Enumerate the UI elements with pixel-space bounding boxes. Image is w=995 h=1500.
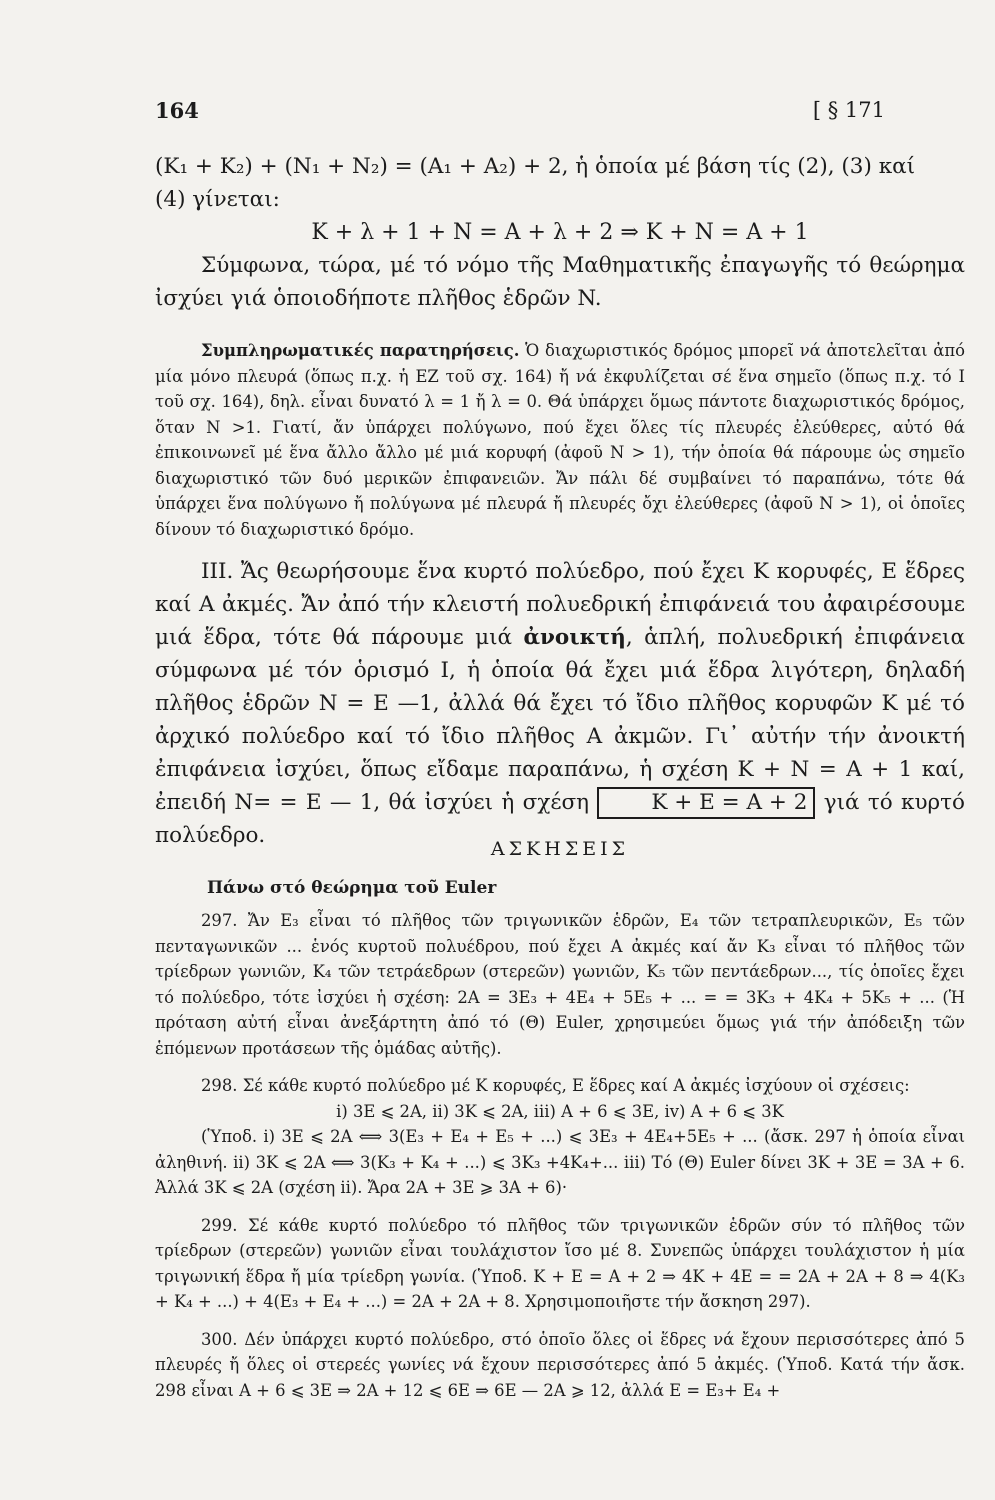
- page-number: 164: [155, 98, 199, 123]
- part-three-end: γιά τό κυρτό πολύεδρο.: [155, 790, 965, 848]
- exercise-298-hint: (Ὑποδ. i) 3E ⩽ 2A ⟺ 3(E₃ + E₄ + E₅ + ...) ⩽ 3E₃ + 4E₄+5E₅ + ... (ἄσκ. 297 ἡ ὁποία εἶναι ἀληθινή. ii) 3K ⩽ 2A ⟺ 3(K₃ + K₄ + ...) ⩽ 3K₃ +4K₄+... iii) Τό (Θ) Euler δίνει 3K + 3E = 3A + 6. Ἀλλά 3K ⩽ 2A (σχέση ii). Ἄρα 2A + 3E ⩾ 3A + 6)·: [155, 1127, 965, 1197]
- section-reference: [ § 171: [812, 98, 885, 122]
- exercise-298-relations: i) 3E ⩽ 2A, ii) 3K ⩽ 2A, iii) A + 6 ⩽ 3E, iv) A + 6 ⩽ 3K: [336, 1101, 784, 1121]
- exercises-section: [155, 838, 965, 1403]
- part-three: [155, 555, 965, 852]
- boxed-euler-formula: K + E = A + 2: [597, 787, 815, 819]
- supplementary-remarks: [155, 338, 965, 542]
- exercise-299: 299. Σέ κάθε κυρτό πολύεδρο τό πλῆθος τῶν τριγωνικῶν ἑδρῶν σύν τό πλῆθος τῶν τρίεδρων (στερεῶν) γωνιῶν εἶναι τουλάχιστον ἴσο μέ 8. Συνεπῶς ὑπάρχει τουλάχιστον ἡ μία τριγωνική ἕδρα ἤ μία τρίεδρη γωνία. (Ὑποδ. K + E = A + 2 ⇒ 4K + 4E = = 2A + 2A + 8 ⇒ 4(K₃ + K₄ + ...) + 4(E₃ + E₄ + ...) = 2A + 2A + 8. Χρησιμοποιῆστε τήν ἄσκηση 297).: [155, 1215, 965, 1311]
- exercise-298: 298. Σέ κάθε κυρτό πολύεδρο μέ K κορυφές, E ἕδρες καί A ἀκμές ἰσχύουν οἱ σχέσεις:: [201, 1076, 910, 1095]
- conclusion-paragraph: Σύμφωνα, τώρα, μέ τό νόμο τῆς Μαθηματικῆς ἐπαγωγῆς τό θεώρημα ἰσχύει γιά ὁποιοδήποτε πλῆθος ἑδρῶν N.: [155, 253, 965, 311]
- equation-line-cont: (4) γίνεται:: [155, 187, 280, 212]
- open-term: ἀνοικτή: [523, 625, 626, 650]
- exercise-300: 300. Δέν ὑπάρχει κυρτό πολύεδρο, στό ὁποῖο ὅλες οἱ ἕδρες νά ἔχουν περισσότερες ἀπό 5 πλευρές ἤ ὅλες οἱ στερεές γωνίες νά ἔχουν περισσότερες ἀπό 5 ἀκμές. (Ὑποδ. Κατά τήν ἄσκ. 298 εἶναι A + 6 ⩽ 3E ⇒ 2A + 12 ⩽ 6E ⇒ 6E — 2A ⩾ 12, ἀλλά E = E₃+ E₄ +: [155, 1329, 965, 1400]
- remarks-title: Συμπληρωματικές παρατηρήσεις.: [201, 341, 520, 360]
- formula-induction: K + λ + 1 + N = A + λ + 2 ⇒ K + N = A + 1: [311, 220, 809, 245]
- proof-continuation: [155, 150, 965, 315]
- equation-line: (K₁ + K₂) + (N₁ + N₂) = (A₁ + A₂) + 2, ἡ ὁποία μέ βάση τίς (2), (3) καί: [155, 154, 916, 179]
- part-three-rest: , ἁπλή, πολυεδρική ἐπιφάνεια σύμφωνα μέ τόν ὁρισμό I, ἡ ὁποία θά ἔχει μιά ἕδρα λιγότερη, δηλαδή πλῆθος ἑδρῶν N = E —1, ἀλλά θά ἔχει τό ἴδιο πλῆθος κορυφῶν K μέ τό ἀρχικό πολύεδρο καί τό ἴδιο πλῆθος A ἀκμῶν. Γι᾿ αὐτήν τήν ἀνοικτή ἐπιφάνεια ἰσχύει, ὅπως εἴδαμε παραπάνω, ἡ σχέση K + N = A + 1 καί, ἐπειδή N= = E — 1, θά ἰσχύει ἡ σχέση: [155, 625, 965, 815]
- exercise-297: 297. Ἄν E₃ εἶναι τό πλῆθος τῶν τριγωνικῶν ἑδρῶν, E₄ τῶν τετραπλευρικῶν, E₅ τῶν πενταγωνικῶν ... ἑνός κυρτοῦ πολυέδρου, πού ἔχει A ἀκμές καί ἄν K₃ εἶναι τό πλῆθος τῶν τρίεδρων γωνιῶν, K₄ τῶν τετράεδρων (στερεῶν) γωνιῶν, K₅ τῶν πεντάεδρων..., τίς ὁποῖες ἔχει τό πολύεδρο, τότε ἰσχύει ἡ σχέση: 2A = 3E₃ + 4E₄ + 5E₅ + ... = = 3K₃ + 4K₄ + 5K₅ + ... (Ἡ πρόταση αὐτή εἶναι ἀνεξάρτητη ἀπό τό (Θ) Euler, χρησιμεύει ὅμως γιά τήν ἀπόδειξη τῶν ἑπόμενων προτάσεων τῆς ὁμάδας αὐτῆς).: [155, 911, 965, 1058]
- exercises-subheading: Πάνω στό θεώρημα τοῦ Euler: [207, 878, 497, 898]
- part-three-text: III. Ἄς θεωρήσουμε ἕνα κυρτό πολύεδρο, πού ἔχει K κορυφές, E ἕδρες καί A ἀκμές. Ἄν ἀπό τήν κλειστή πολυεδρική ἐπιφάνειά του ἀφαιρέσουμε μιά ἕδρα, τότε θά πάρουμε μιά: [155, 559, 965, 650]
- exercises-heading: ΑΣΚΗΣΕΙΣ: [490, 838, 630, 860]
- remarks-body: Ὁ διαχωριστικός δρόμος μπορεῖ νά ἀποτελεῖται ἀπό μία μόνο πλευρά (ὅπως π.χ. ἡ ΕΖ τοῦ σχ. 164) ἤ νά ἐκφυλίζεται σέ ἕνα σημεῖο (ὅπως π.χ. τό Ι τοῦ σχ. 164), δηλ. εἶναι δυνατό λ = 1 ἤ λ = 0. Θά ὑπάρχει ὅμως πάντοτε διαχωριστικός δρόμος, ὅταν N >1. Γιατί, ἄν ὑπάρχει πολύγωνο, πού ἔχει ὅλες τίς πλευρές ἐλεύθερες, αὐτό θά ἐπικοινωνεῖ μέ ἕνα ἄλλο ἄλλο μέ μιά κορυφή (ἀφοῦ N > 1), τήν ὁποία θά πάρουμε ὡς σημεῖο διαχωριστικό τῶν δυό μερικῶν ἐπιφανειῶν. Ἄν πάλι δέ συμβαίνει τό παραπάνω, τότε θά ὑπάρχει ἕνα πολύγωνο ἤ πολύγωνα μέ πλευρά ἤ πλευρές ὄχι ἐλεύθερες (ἀφοῦ N > 1), οἱ ὁποῖες δίνουν τό διαχωριστικό δρόμο.: [155, 341, 965, 539]
